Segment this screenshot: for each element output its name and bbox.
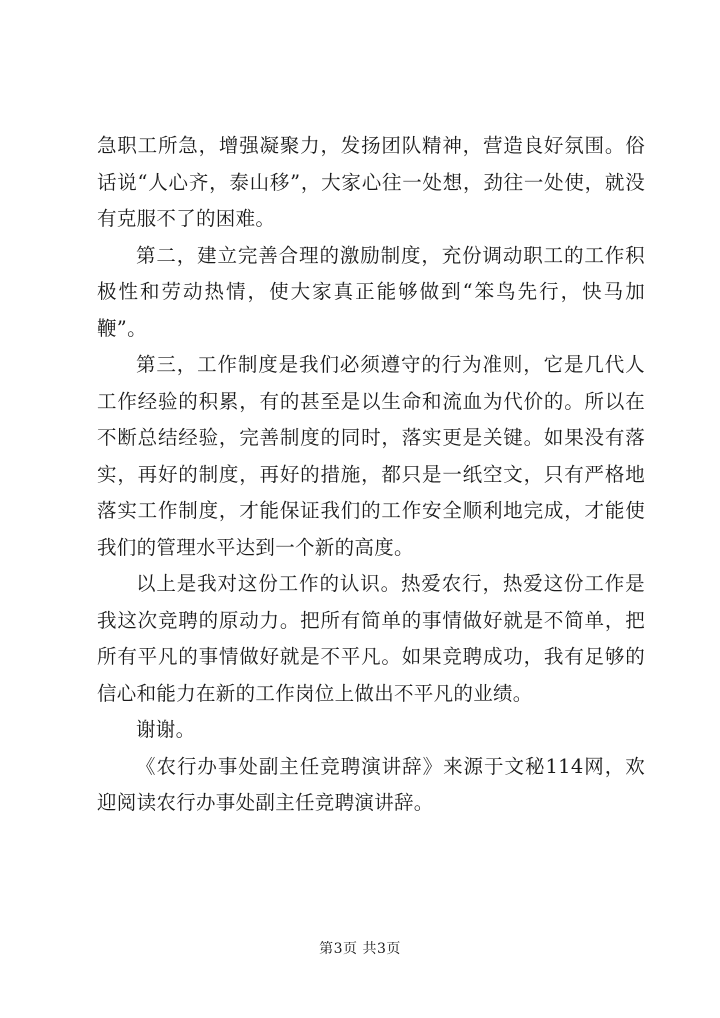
- document-body: [97, 128, 645, 822]
- paragraph-third-point: 第三，工作制度是我们必须遵守的行为准则，它是几代人工作经验的积累，有的甚至是以生命和流血为代价的。所以在不断总结经验，完善制度的同时，落实更是关键。如果没有落实，再好的制度，再好的措施，都只是一纸空文，只有严格地落实工作制度，才能保证我们的工作安全顺利地完成，才能使我们的管理水平达到一个新的高度。: [97, 353, 645, 559]
- page-number-footer: 第3页 共3页: [319, 941, 401, 957]
- paragraph-thanks: 谢谢。: [136, 718, 196, 741]
- paragraph-conclusion: 以上是我对这份工作的认识。热爱农行，热爱这份工作是我这次竞聘的原动力。把所有简单的事情做好就是不简单，把所有平凡的事情做好就是不平凡。如果竞聘成功，我有足够的信心和能力在新的工作岗位上做出不平凡的业绩。: [97, 572, 645, 705]
- paragraph-source-note: 《农行办事处副主任竞聘演讲辞》来源于文秘114网，欢迎阅读农行办事处副主任竞聘演讲辞。: [97, 754, 645, 814]
- paragraph-continuation: 急职工所急，增强凝聚力，发扬团队精神，营造良好氛围。俗话说“人心齐，泰山移”，大家心往一处想，劲往一处使，就没有克服不了的困难。: [97, 134, 645, 230]
- paragraph-second-point: 第二，建立完善合理的激励制度，充份调动职工的工作积极性和劳动热情，使大家真正能够做到“笨鸟先行，快马加鞭”。: [97, 243, 645, 340]
